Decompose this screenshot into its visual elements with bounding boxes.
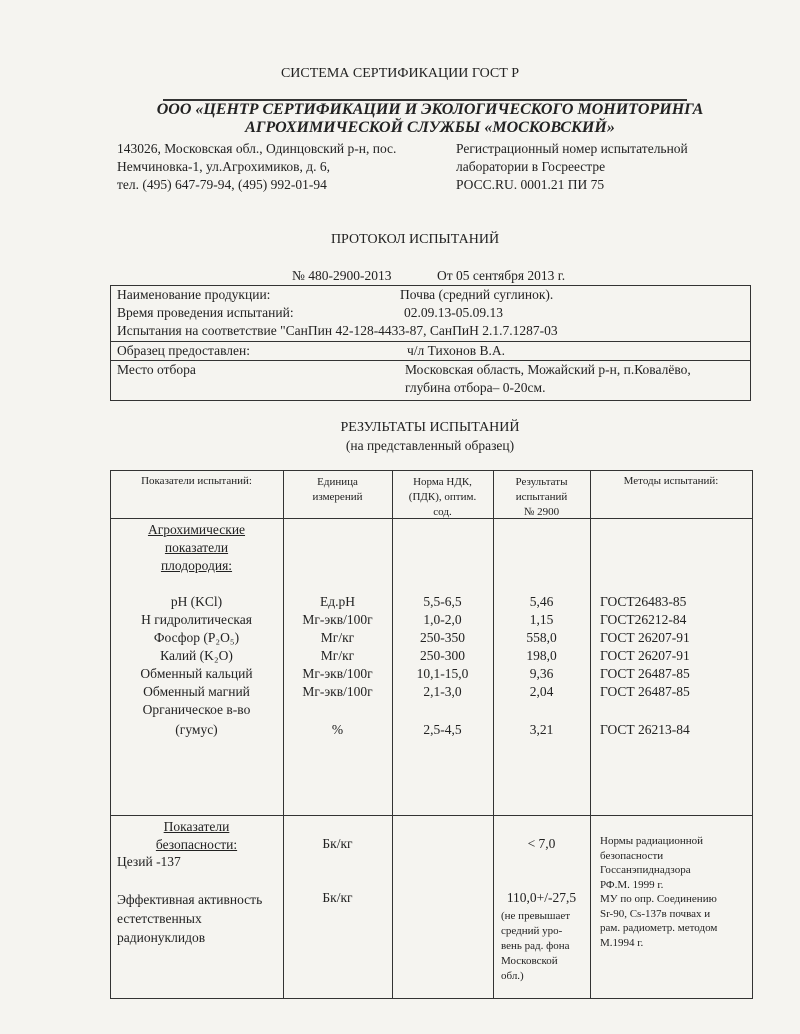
compliance-text: Испытания на соответствие "СанПин 42-128-4433-87, СанПиН 2.1.7.1287-03 (117, 323, 558, 338)
section-title-line: плодородия: (160, 558, 233, 573)
cell-result: 9,36 (529, 666, 554, 681)
section-title-line: показатели (164, 540, 229, 555)
cell-norm: 5,5-6,5 (423, 594, 462, 609)
registry-block (456, 140, 688, 194)
cell-result: 2,04 (529, 684, 554, 699)
header-line: Единица (317, 476, 358, 488)
method-line: безопасности (600, 849, 664, 862)
cell-method: ГОСТ 26487-85 (600, 666, 690, 681)
activity-unit: Бк/кг (322, 890, 353, 905)
product-label: Наименование продукции: (117, 287, 271, 302)
cell-name: Обменный кальций (140, 666, 253, 681)
cell-method: ГОСТ 26213-84 (600, 722, 690, 737)
place-depth: глубина отбора– 0-20см. (405, 380, 546, 395)
method-line: МУ по опр. Соединению (600, 893, 717, 905)
note-line: обл.) (501, 970, 524, 982)
note-line: (не превышает (501, 910, 571, 922)
cell-result: 3,21 (529, 722, 554, 737)
address-block (117, 140, 396, 194)
note-line: Московской (501, 955, 558, 967)
time-label: Время проведения испытаний: (117, 305, 294, 320)
activity-note (501, 909, 570, 984)
method-line: Нормы радиационной (600, 835, 704, 847)
activity-name (117, 890, 262, 947)
sample-value: ч/л Тихонов В.А. (407, 343, 506, 358)
cell-name: Калий (K₂O) (160, 648, 233, 663)
section-agrochemical-title (110, 521, 283, 575)
cell-result: 558,0 (526, 630, 557, 645)
section-title-line: Агрохимические (147, 522, 246, 537)
header-unit (283, 475, 392, 505)
header-line: № 2900 (523, 506, 560, 518)
org-name-line2: АГРОХИМИЧЕСКОЙ СЛУЖБЫ «МОСКОВСКИЙ» (245, 119, 615, 136)
cell-unit: Мг-экв/100г (302, 684, 373, 699)
activity-result: 110,0+/-27,5 (506, 890, 577, 905)
header-line: (ПДК), оптим. (408, 491, 477, 503)
method-line: Госсанэпиднадзора (600, 864, 691, 876)
cell-result: 198,0 (526, 648, 557, 663)
cell-name: Фосфор (P₂O₅) (153, 630, 240, 645)
activity-name-line: Эффективная активность (117, 892, 263, 907)
cell-norm: 1,0-2,0 (423, 612, 462, 627)
cell-method: ГОСТ 26207-91 (600, 630, 690, 645)
header-results (493, 475, 590, 520)
safety-methods (600, 834, 717, 950)
header-norm (392, 475, 493, 520)
place-value: Московская область, Можайский р-н, п.Ковалёво, (405, 362, 691, 377)
protocol-number: № 480-2900-2013 (292, 268, 392, 283)
cell-unit: Мг/кг (320, 648, 355, 663)
sample-label: Образец предоставлен: (117, 343, 250, 358)
header-indicators: Показатели испытаний: (141, 475, 252, 487)
header-line: Результаты (515, 476, 568, 488)
cell-method: ГОСТ26212-84 (600, 612, 687, 627)
cell-unit: Ед.pH (320, 594, 355, 609)
cesium-name: Цезий -137 (117, 854, 181, 869)
address-line: Немчиновка-1, ул.Агрохимиков, д. 6, (117, 159, 330, 174)
section-title-line: Показатели (163, 819, 230, 834)
time-value: 02.09.13-05.09.13 (404, 305, 503, 320)
cesium-unit: Бк/кг (322, 836, 353, 851)
cell-name: Органическое в-во (142, 702, 251, 717)
cell-unit: Мг-экв/100г (302, 666, 373, 681)
results-subtitle: (на представленный образец) (345, 438, 515, 453)
section-safety-title (110, 818, 283, 854)
certification-system: СИСТЕМА СЕРТИФИКАЦИИ ГОСТ Р (280, 66, 520, 81)
header-line: Норма НДК, (413, 476, 472, 488)
activity-name-line: радионуклидов (117, 930, 206, 945)
cell-method: ГОСТ 26207-91 (600, 648, 690, 663)
cell-name: (гумус) (175, 722, 218, 737)
phone-line: тел. (495) 647-79-94, (495) 992-01-94 (117, 177, 327, 192)
cell-norm: 2,1-3,0 (423, 684, 462, 699)
cell-result: 1,15 (529, 612, 554, 627)
address-line: 143026, Московская обл., Одинцовский р-н, пос. (117, 141, 397, 156)
product-value: Почва (средний суглинок). (400, 287, 554, 302)
note-line: средний уро- (501, 925, 563, 937)
registry-number: РОСС.RU. 0001.21 ПИ 75 (456, 177, 605, 192)
place-label: Место отбора (117, 362, 196, 377)
header-methods: Методы испытаний: (623, 475, 719, 487)
protocol-title: ПРОТОКОЛ ИСПЫТАНИЙ (330, 232, 500, 247)
cell-norm: 250-300 (420, 648, 465, 663)
registry-line: Регистрационный номер испытательной (456, 141, 688, 156)
method-line: М.1994 г. (600, 936, 644, 949)
header-line: испытаний (515, 491, 568, 503)
activity-name-line: естетственных (117, 911, 202, 926)
cell-unit: Мг-экв/100г (302, 612, 373, 627)
registry-line: лаборатории в Госреестре (456, 159, 606, 174)
section-title-line: безопасности: (155, 837, 238, 852)
note-line: вень рад. фона (501, 940, 570, 952)
method-line: РФ.М. 1999 г. (600, 878, 664, 891)
cell-name: Н гидролитическая (141, 612, 252, 627)
cell-unit: Мг/кг (320, 630, 355, 645)
cell-method: ГОСТ26483-85 (600, 594, 687, 609)
cell-result: 5,46 (529, 594, 554, 609)
results-title: РЕЗУЛЬТАТЫ ИСПЫТАНИЙ (340, 420, 520, 435)
header-line: сод. (433, 506, 452, 518)
header-line: измерений (312, 491, 363, 503)
org-name-line1: ООО «ЦЕНТР СЕРТИФИКАЦИИ И ЭКОЛОГИЧЕСКОГО МОНИТОРИНГА (156, 101, 704, 118)
cell-name: pH (KCl) (170, 594, 223, 609)
cell-norm: 10,1-15,0 (416, 666, 469, 681)
protocol-date: От 05 сентября 2013 г. (437, 268, 566, 283)
cell-unit: % (331, 722, 344, 737)
cell-norm: 2,5-4,5 (423, 722, 462, 737)
method-line: рам. радиометр. методом (600, 922, 718, 934)
method-line: Sr-90, Cs-137в почвах и (600, 907, 711, 920)
cell-norm: 250-350 (420, 630, 465, 645)
cesium-result: < 7,0 (527, 836, 556, 851)
cell-method: ГОСТ 26487-85 (600, 684, 690, 699)
cell-name: Обменный магний (143, 684, 250, 699)
